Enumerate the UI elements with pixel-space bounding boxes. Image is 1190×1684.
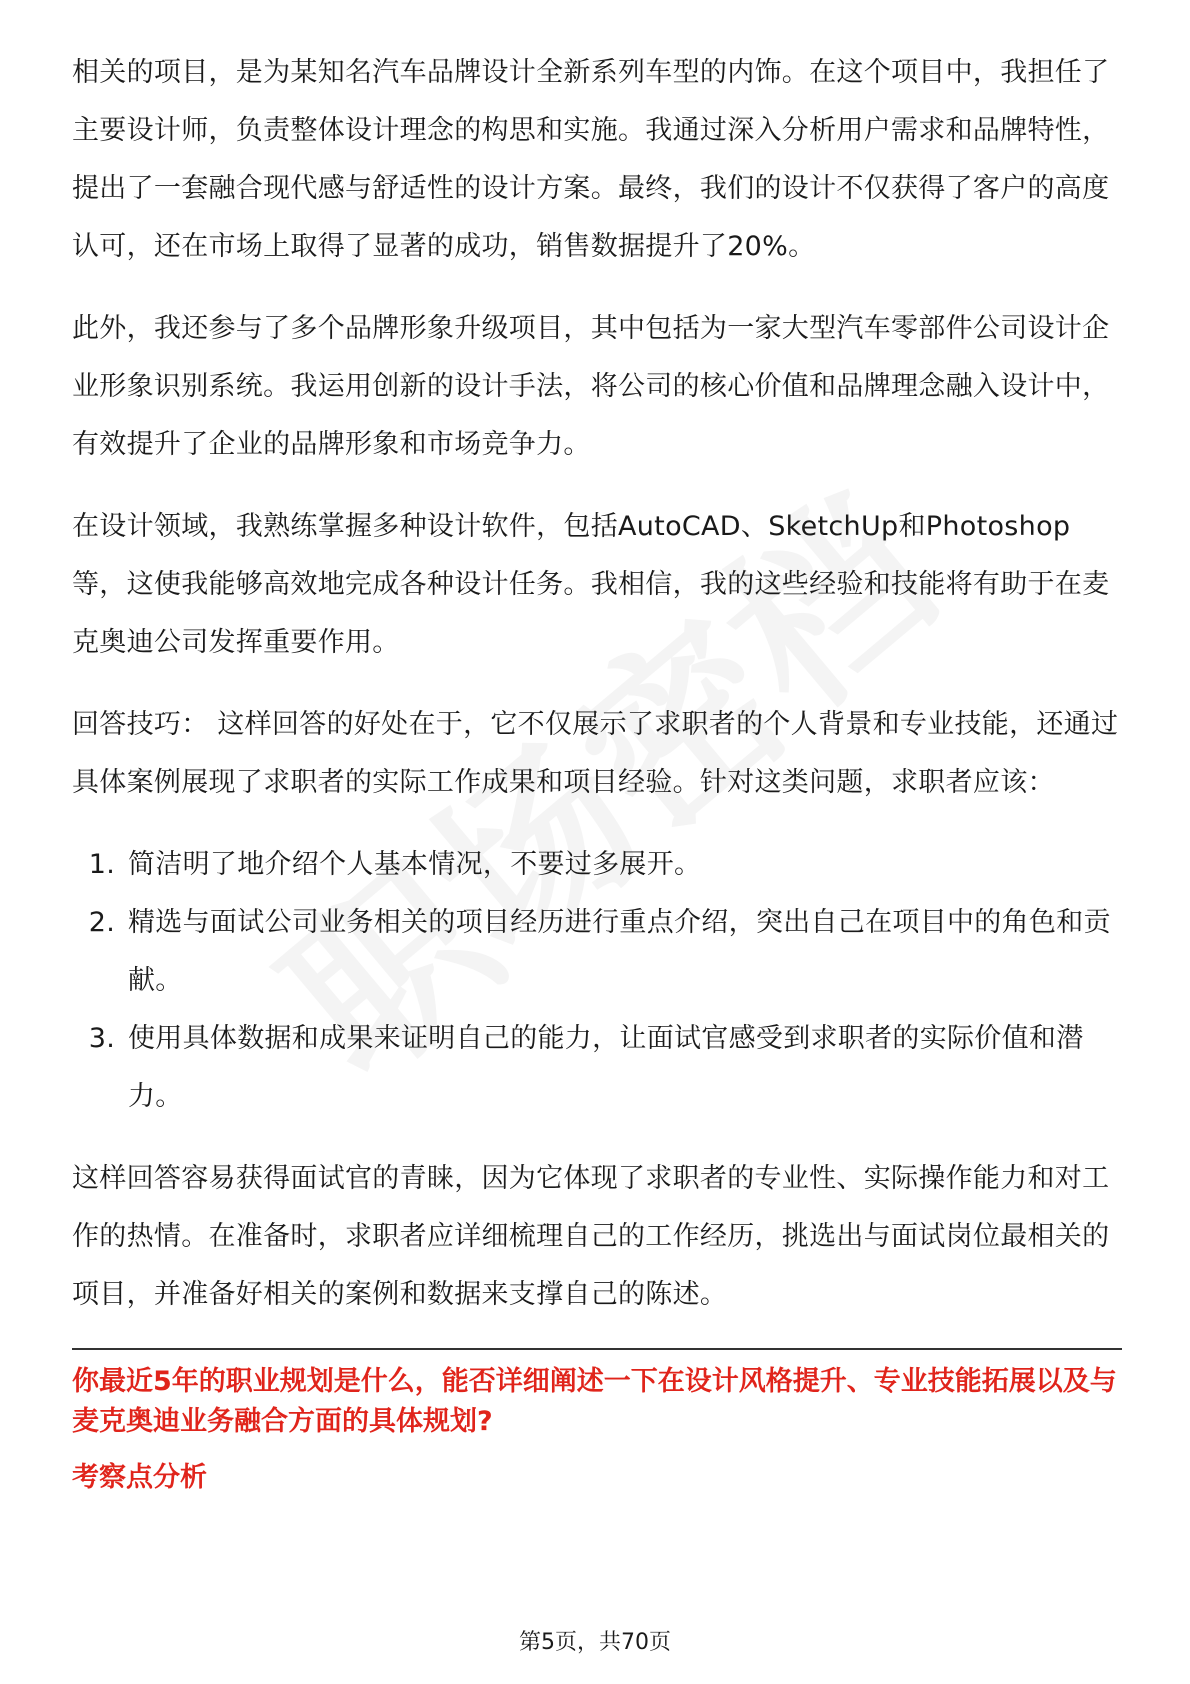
paragraph-project: 相关的项目，是为某知名汽车品牌设计全新系列车型的内饰。在这个项目中，我担任了主要设计师，负责整体设计理念的构思和实施。我通过深入分析用户需求和品牌特性，提出了一套融合现代感与舒适性的设计方案。最终，我们的设计不仅获得了客户的高度认可，还在市场上取得了显著的成功，销售数据提升了20%。 <box>72 57 1110 262</box>
tips-list-item: 3. 使用具体数据和成果来证明自己的能力，让面试官感受到求职者的实际价值和潜力。 <box>124 1010 1122 1126</box>
paragraph-brand-upgrade: 此外，我还参与了多个品牌形象升级项目，其中包括为一家大型汽车零部件公司设计企业形象识别系统。我运用创新的设计手法，将公司的核心价值和品牌理念融入设计中，有效提升了企业的品牌形象和市场竞争力。 <box>72 313 1110 460</box>
paragraph-answer-tips: 回答技巧： 这样回答的好处在于，它不仅展示了求职者的个人背景和专业技能，还通过具体案例展现了求职者的实际工作成果和项目经验。针对这类问题，求职者应该： <box>72 709 1119 798</box>
section-divider <box>72 1348 1122 1350</box>
tips-list <box>72 836 1122 1126</box>
paragraph-software-skills: 在设计领域，我熟练掌握多种设计软件，包括AutoCAD、SketchUp和Photoshop等，这使我能够高效地完成各种设计任务。我相信，我的这些经验和技能将有助于在麦克奥迪公司发挥重要作用。 <box>72 511 1110 658</box>
tips-list-item: 2. 精选与面试公司业务相关的项目经历进行重点介绍，突出自己在项目中的角色和贡献。 <box>124 894 1122 1010</box>
question-heading: 你最近5年的职业规划是什么，能否详细阐述一下在设计风格提升、专业技能拓展以及与麦克奥迪业务融合方面的具体规划? <box>72 1366 1117 1437</box>
analysis-heading: 考察点分析 <box>72 1462 207 1493</box>
paragraph-closing: 这样回答容易获得面试官的青睐，因为它体现了求职者的专业性、实际操作能力和对工作的热情。在准备时，求职者应详细梳理自己的工作经历，挑选出与面试岗位最相关的项目，并准备好相关的案例和数据来支撑自己的陈述。 <box>72 1163 1110 1310</box>
page-content <box>72 44 1122 1498</box>
page-footer: 第5页，共70页 <box>519 1630 671 1655</box>
tips-list-item: 1. 简洁明了地介绍个人基本情况，不要过多展开。 <box>124 836 1122 894</box>
